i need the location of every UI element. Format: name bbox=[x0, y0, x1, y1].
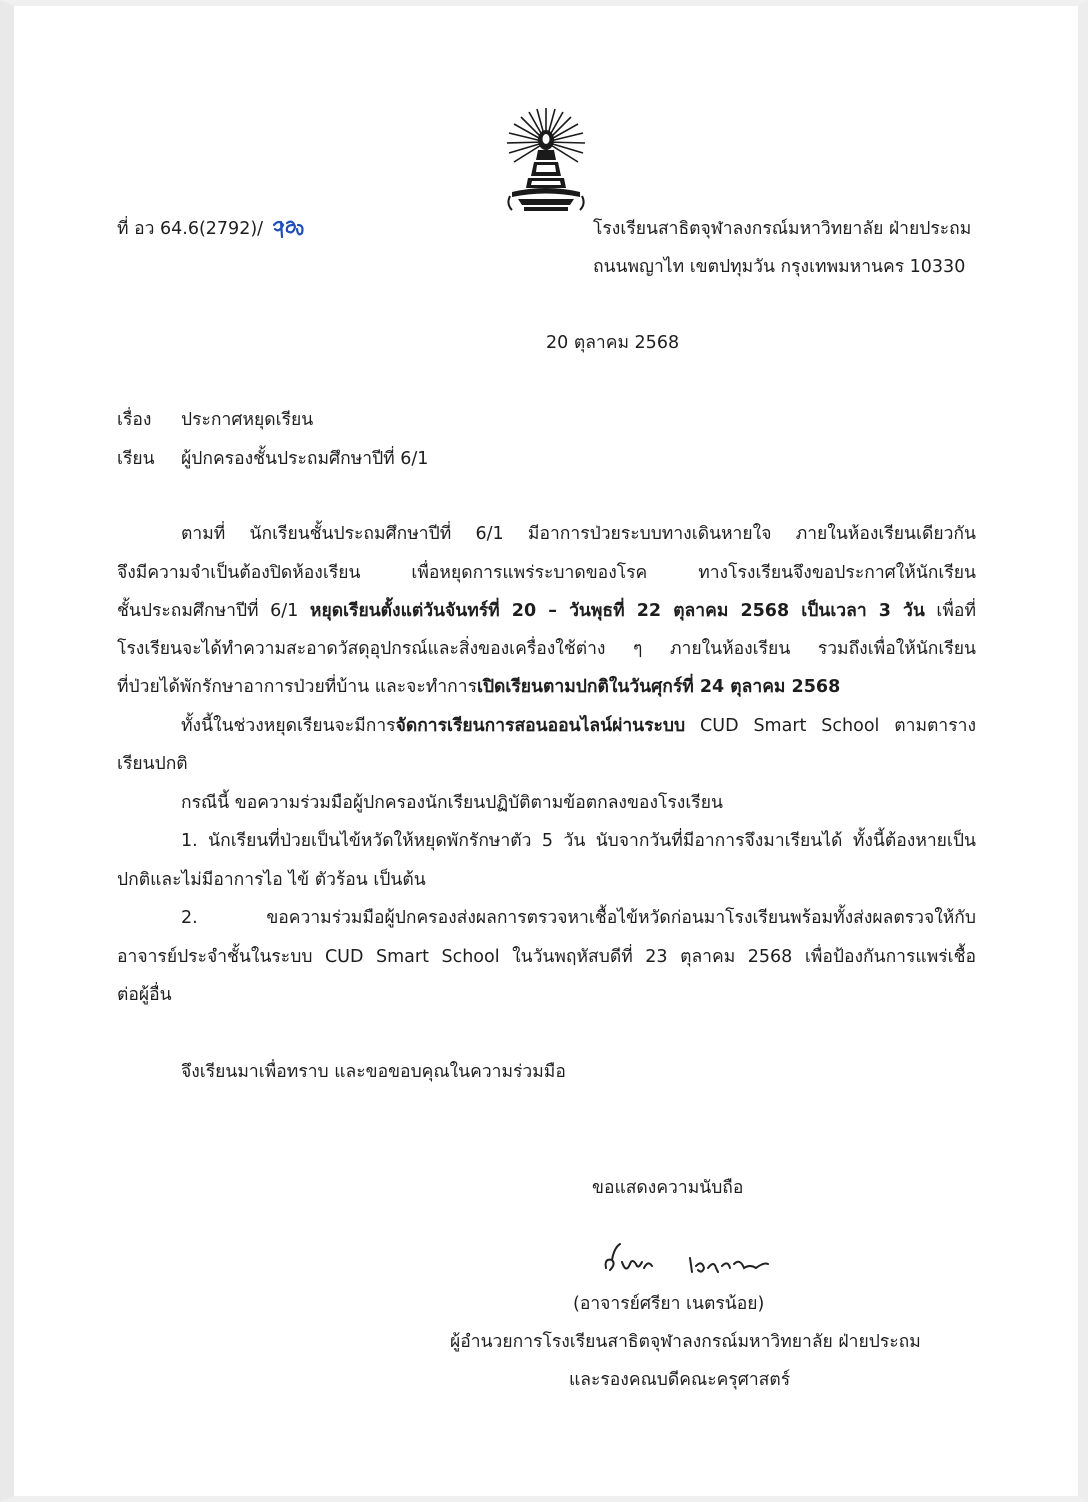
item2-line2: อาจารย์ประจำชั้นในระบบ CUD Smart School ในวันพฤหัสบดีที่ 23 ตุลาคม 2568 เพื่อป้องกันการแพร่เชื้อ bbox=[117, 947, 976, 967]
para1-line5 bbox=[117, 675, 840, 699]
school-address: ถนนพญาไท เขตปทุมวัน กรุงเทพมหานคร 10330 bbox=[593, 257, 966, 277]
para2-line2: เรียนปกติ bbox=[117, 754, 188, 774]
item2-line1: 2. ขอความร่วมมือผู้ปกครองส่งผลการตรวจหาเชื้อไข้หวัดก่อนมาโรงเรียนพร้อมทั้งส่งผลตรวจให้กับ bbox=[181, 908, 976, 928]
to-text: ผู้ปกครองชั้นประถมศึกษาปีที่ 6/1 bbox=[181, 449, 429, 469]
subject-label: เรื่อง bbox=[117, 410, 152, 430]
signatory-title-1: ผู้อำนวยการโรงเรียนสาธิตจุฬาลงกรณ์มหาวิทยาลัย ฝ่ายประถม bbox=[450, 1332, 921, 1352]
closing-statement: จึงเรียนมาเพื่อทราบ และขอขอบคุณในความร่วมมือ bbox=[181, 1062, 566, 1082]
para2-line1-post: CUD Smart School ตามตาราง bbox=[685, 716, 976, 736]
closing-regards: ขอแสดงความนับถือ bbox=[592, 1178, 744, 1198]
para1-line5-pre: ที่ป่วยได้พักรักษาอาการป่วยที่บ้าน และจะทำการ bbox=[117, 677, 477, 697]
handwritten-number-icon bbox=[271, 217, 305, 241]
signatory-name: (อาจารย์ศรียา เนตรน้อย) bbox=[573, 1294, 765, 1314]
para2-line1-pre: ทั้งนี้ในช่วงหยุดเรียนจะมีการ bbox=[181, 716, 396, 736]
item2-line3: ต่อผู้อื่น bbox=[117, 985, 172, 1005]
item1-line2: ปกติและไม่มีอาการไอ ไข้ ตัวร้อน เป็นต้น bbox=[117, 870, 426, 890]
reference-number: ที่ อว 64.6(2792)/ bbox=[117, 219, 264, 239]
para1-line2: จึงมีความจำเป็นต้องปิดห้องเรียน เพื่อหยุดการแพร่ระบาดของโรค ทางโรงเรียนจึงขอประกาศให้นักเรียน bbox=[117, 563, 976, 583]
signature-icon bbox=[598, 1238, 778, 1288]
to-label: เรียน bbox=[117, 449, 155, 469]
para1-line3-pre: ชั้นประถมศึกษาปีที่ 6/1 bbox=[117, 601, 310, 621]
para2-line1-bold: จัดการเรียนการสอนออนไลน์ผ่านระบบ bbox=[395, 716, 686, 736]
school-emblem-icon bbox=[504, 104, 588, 216]
para1-line4: โรงเรียนจะได้ทำความสะอาดวัสดุอุปกรณ์และสิ่งของเครื่องใช้ต่าง ๆ ภายในห้องเรียน รวมถึงเพื่อให้นักเรียน bbox=[117, 639, 976, 659]
handwritten-reference-number bbox=[271, 217, 305, 241]
para1-line3-post: เพื่อที่ bbox=[924, 601, 976, 621]
signature bbox=[598, 1238, 778, 1288]
item1-line1: 1. นักเรียนที่ป่วยเป็นไข้หวัดให้หยุดพักรักษาตัว 5 วัน นับจากวันที่มีอาการจึงมาเรียนได้ ทั้งนี้ต้องหายเป็น bbox=[181, 831, 976, 851]
letter-date: 20 ตุลาคม 2568 bbox=[546, 333, 680, 353]
subject-text: ประกาศหยุดเรียน bbox=[181, 410, 314, 430]
para1-line3 bbox=[117, 599, 976, 623]
para1-line1: ตามที่ นักเรียนชั้นประถมศึกษาปีที่ 6/1 มีอาการป่วยระบบทางเดินหายใจ ภายในห้องเรียนเดียวกัน bbox=[181, 524, 976, 544]
signatory-title-2: และรองคณบดีคณะครุศาสตร์ bbox=[569, 1370, 791, 1390]
para2-line1 bbox=[181, 714, 976, 738]
para1-line5-bold: เปิดเรียนตามปกติในวันศุกร์ที่ 24 ตุลาคม 2568 bbox=[476, 677, 841, 697]
para3: กรณีนี้ ขอความร่วมมือผู้ปกครองนักเรียนปฏิบัติตามข้อตกลงของโรงเรียน bbox=[181, 793, 723, 813]
para1-line3-bold: หยุดเรียนตั้งแต่วันจันทร์ที่ 20 – วันพุธที่ 22 ตุลาคม 2568 เป็นเวลา 3 วัน bbox=[309, 601, 925, 621]
school-name: โรงเรียนสาธิตจุฬาลงกรณ์มหาวิทยาลัย ฝ่ายประถม bbox=[593, 219, 972, 239]
